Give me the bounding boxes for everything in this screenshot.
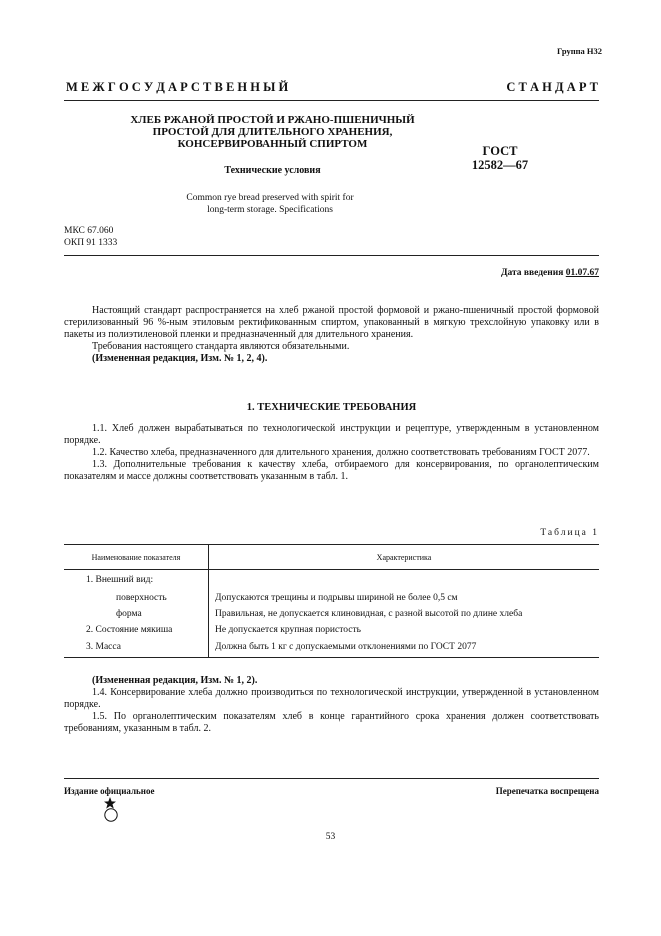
clause-1-2: 1.2. Качество хлеба, предназначенного для длительного хранения, должно соответствовать требованиям ГОСТ 2077.: [92, 447, 590, 458]
clause-1-1: 1.1. Хлеб должен вырабатываться по технологической инструкции и рецептуре, утвержденным в установленном порядке.: [64, 423, 599, 446]
standard-banner: [66, 80, 598, 95]
title-line: ХЛЕБ РЖАНОЙ ПРОСТОЙ И РЖАНО-ПШЕНИЧНЫЙ: [130, 114, 415, 126]
banner-word-standard: С Т А Н Д А Р Т: [506, 80, 598, 94]
top-rule: [64, 100, 599, 101]
mks-code: МКС 67.060: [64, 226, 114, 236]
column-header-indicator: Наименование показателя: [64, 545, 209, 570]
star-circle-mark-icon: [100, 796, 124, 822]
english-line: Common rye bread preserved with spirit for: [186, 193, 354, 203]
title-line: КОНСЕРВИРОВАННЫЙ СПИРТОМ: [177, 138, 368, 150]
table-row: [64, 622, 599, 638]
english-title: [120, 192, 420, 216]
english-line: long-term storage. Specifications: [207, 205, 333, 215]
clause-1-4: 1.4. Консервирование хлеба должно производиться по технологической инструкции, утвержденной в установленном порядке.: [64, 687, 599, 710]
clause-1-5: 1.5. По органолептическим показателям хлеб в конце гарантийного срока хранения должен соответствовать требованиям, указанным в табл. 2.: [64, 711, 599, 734]
table-header-row: [64, 545, 599, 570]
banner-word-interstate: М Е Ж Г О С У Д А Р С Т В Е Н Н Ы Й: [66, 80, 289, 94]
official-edition: Издание официальное: [64, 786, 155, 796]
gost-number: 12582—67: [471, 158, 529, 172]
row-value: Не допускается крупная пористость: [215, 624, 361, 635]
date-value: 01.07.67: [565, 268, 599, 278]
okp-code: ОКП 91 1333: [64, 238, 118, 248]
document-title: [100, 114, 445, 150]
introduction-date: [501, 268, 599, 278]
gost-label: ГОСТ: [482, 144, 518, 158]
row-name: 3. Масса: [64, 638, 209, 658]
section1-continued: [64, 675, 599, 735]
row-value: Допускаются трещины и подрывы шириной не более 0,5 см: [215, 592, 458, 603]
clause-1-3: 1.3. Дополнительные требования к качеству хлеба, отбираемого для консервирования, по органолептическим показателям и массе должны соответствовать указанным в табл. 1.: [64, 459, 599, 482]
column-header-characteristic: Характеристика: [209, 545, 600, 570]
table-caption: Таблица 1: [540, 528, 599, 538]
intro-amendment: (Измененная редакция, Изм. № 1, 2, 4).: [92, 353, 268, 364]
section1-clauses: [64, 423, 599, 483]
date-label: Дата введения: [500, 268, 564, 278]
row-value: [209, 570, 600, 590]
table-row: [64, 638, 599, 658]
document-subtitle: Технические условия: [224, 165, 321, 176]
row-value: Правильная, не допускается клиновидная, с разной высотой по длине хлеба: [215, 608, 523, 619]
footer-rule: [64, 778, 599, 779]
table-row: [64, 590, 599, 606]
classification-codes: [64, 225, 117, 249]
table-row: [64, 570, 599, 590]
intro-mandatory: Требования настоящего стандарта являются обязательными.: [92, 341, 350, 352]
row-name: форма: [64, 606, 209, 622]
intro-block: [64, 305, 599, 365]
row-name: 2. Состояние мякиша: [64, 622, 209, 638]
table-row: [64, 606, 599, 622]
gost-designation: [450, 144, 550, 172]
header-rule: [64, 255, 599, 256]
requirements-table: [64, 544, 599, 658]
intro-paragraph: Настоящий стандарт распространяется на хлеб ржаной простой формовой и ржано-пшеничный простой формовой стерилизованный 96 %-ным этиловым ректификованным спиртом, упакованный в мягкую трехслойную упаковку или в пакеты из полиэтиленовой пленки и предназначенный для длительного хранения.: [64, 305, 599, 340]
row-name: поверхность: [64, 590, 209, 606]
page-number: 53: [325, 832, 336, 842]
table-amendment: (Измененная редакция, Изм. № 1, 2).: [92, 675, 258, 686]
section-heading: 1. ТЕХНИЧЕСКИЕ ТРЕБОВАНИЯ: [246, 402, 417, 413]
row-name: 1. Внешний вид:: [64, 570, 209, 590]
row-value: Должна быть 1 кг с допускаемыми отклонениями по ГОСТ 2077: [209, 638, 600, 658]
group-code: Группа Н32: [556, 46, 602, 56]
reprint-prohibited: Перепечатка воспрещена: [495, 786, 599, 796]
title-line: ПРОСТОЙ ДЛЯ ДЛИТЕЛЬНОГО ХРАНЕНИЯ,: [152, 126, 393, 138]
